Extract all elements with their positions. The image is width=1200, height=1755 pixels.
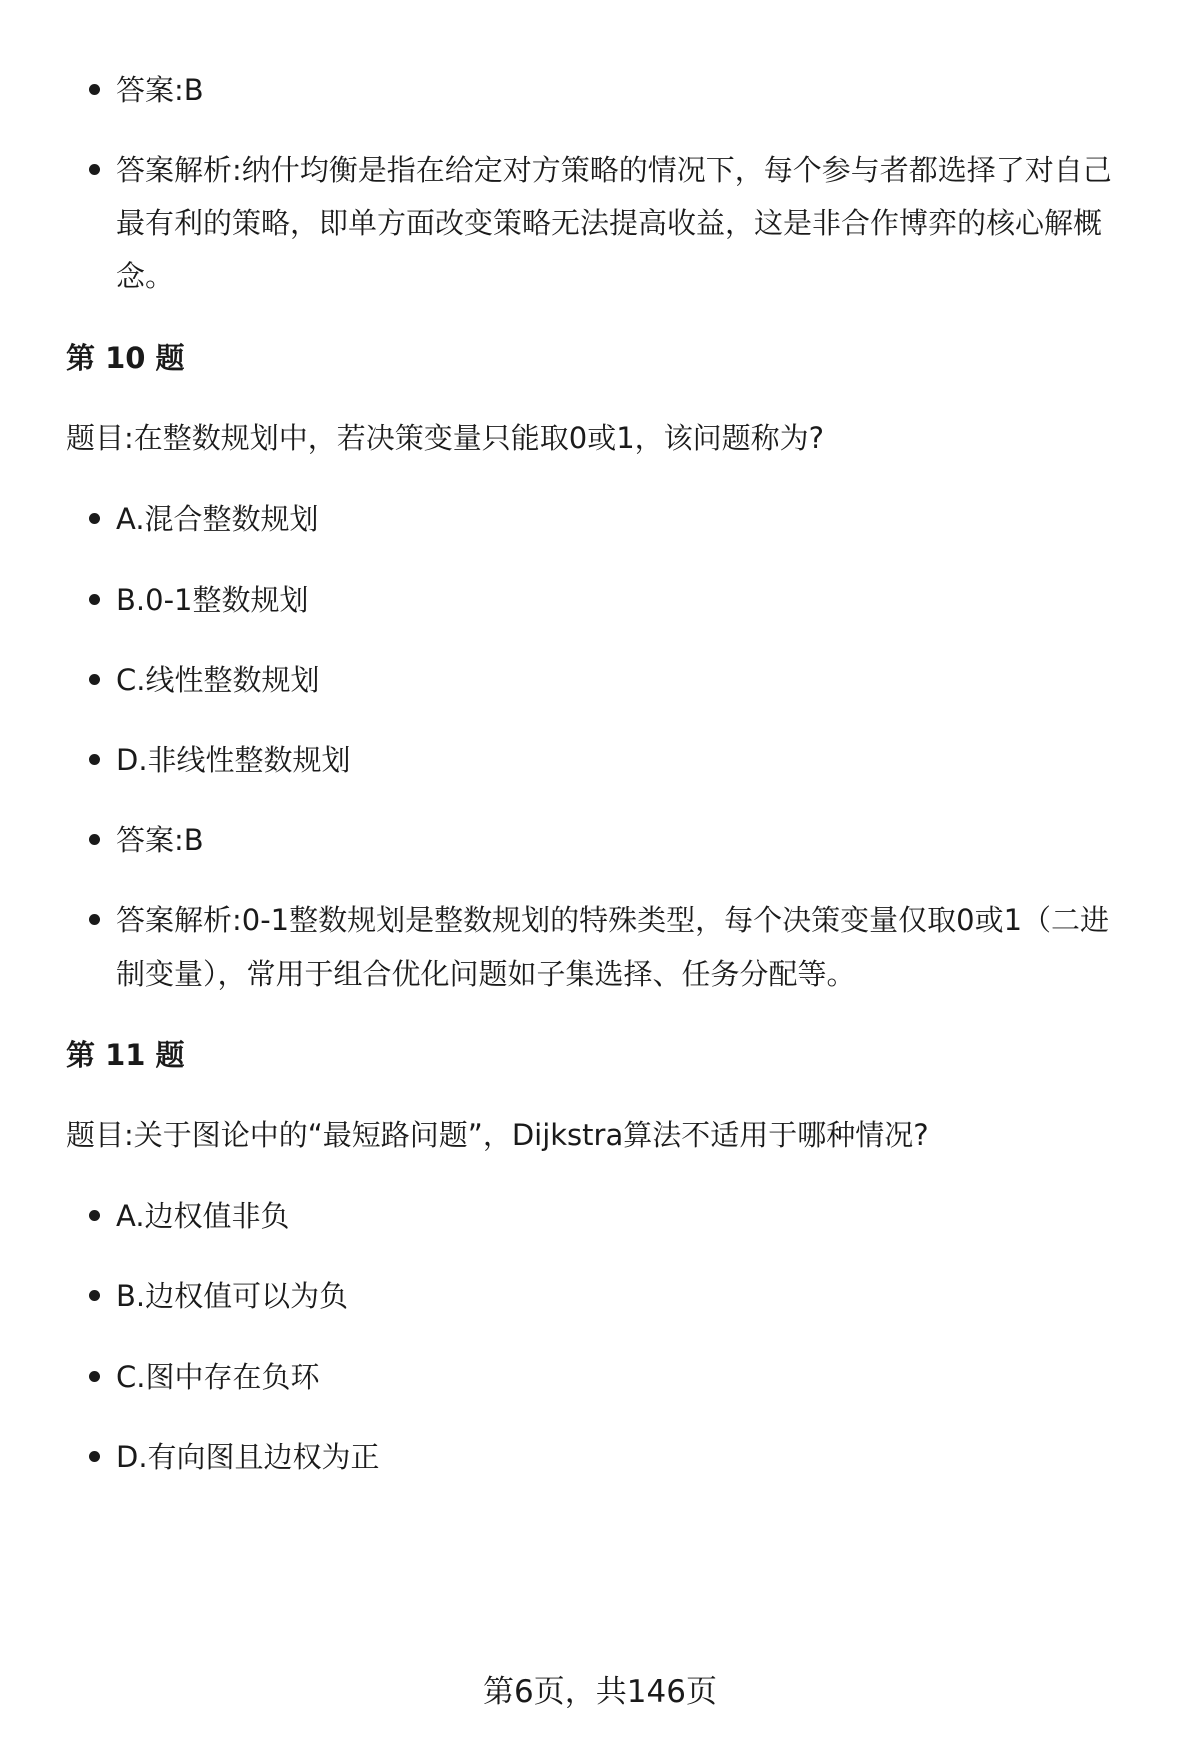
explanation-line: 制变量），常用于组合优化问题如子集选择、任务分配等。 (116, 957, 856, 991)
bullet (89, 513, 100, 524)
explanation-line: 答案解析:0-1整数规划是整数规划的特殊类型，每个决策变量仅取0或1（二进 (116, 903, 1110, 937)
bullet (89, 1371, 100, 1382)
bullet (89, 914, 100, 925)
option-a: A.边权值非负 (116, 1199, 290, 1233)
answer-text: 答案:B (116, 823, 204, 857)
option-d: D.非线性整数规划 (116, 743, 351, 777)
bullet (89, 594, 100, 605)
bullet (89, 834, 100, 845)
bullet (89, 1290, 100, 1301)
bullet (89, 84, 100, 95)
bullet (89, 1210, 100, 1221)
bullet (89, 1451, 100, 1462)
bullet (89, 164, 100, 175)
question-heading: 第 11 题 (66, 1038, 185, 1072)
option-b: B.边权值可以为负 (116, 1279, 349, 1313)
question-text: 题目:在整数规划中，若决策变量只能取0或1，该问题称为? (66, 421, 825, 455)
page-number: 第6页，共146页 (483, 1674, 717, 1710)
bullet (89, 674, 100, 685)
bullet (89, 754, 100, 765)
option-c: C.线性整数规划 (116, 663, 320, 697)
option-a: A.混合整数规划 (116, 502, 319, 536)
explanation-line: 念。 (116, 259, 175, 293)
answer-text: 答案:B (116, 73, 204, 107)
explanation-line: 最有利的策略，即单方面改变策略无法提高收益，这是非合作博弈的核心解概 (116, 206, 1103, 240)
option-c: C.图中存在负环 (116, 1360, 320, 1394)
option-b: B.0-1整数规划 (116, 583, 309, 617)
explanation-line: 答案解析:纳什均衡是指在给定对方策略的情况下，每个参与者都选择了对自己 (116, 153, 1112, 187)
question-text: 题目:关于图论中的“最短路问题”，Dijkstra算法不适用于哪种情况? (66, 1118, 929, 1152)
question-heading: 第 10 题 (66, 341, 185, 375)
option-d: D.有向图且边权为正 (116, 1440, 380, 1474)
